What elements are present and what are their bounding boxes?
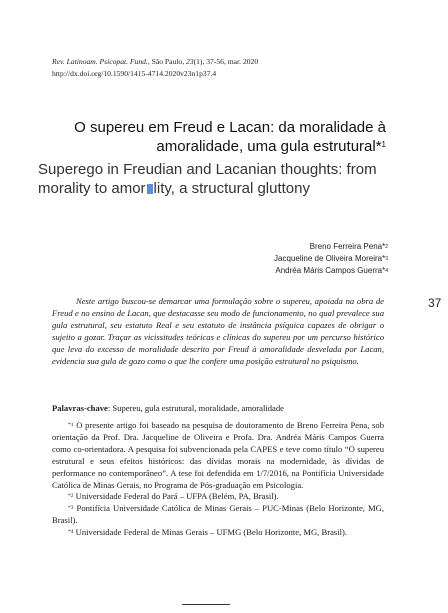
footnote-text: Universidade Federal de Minas Gerais – UFMG (Belo Horizonte, MG, Brasil). bbox=[73, 527, 348, 538]
citation-issue-pages: (1), 37-56, mar. 2020 bbox=[193, 57, 259, 66]
footnote-mark: *2 bbox=[68, 493, 74, 500]
title-en-before: Superego in Freudian and Lacanian thoughts: from morality to amor bbox=[38, 161, 377, 197]
footnote-text: Pontifícia Universidade Católica de Minas Gerais – PUC-Minas (Belo Horizonte, MG, Brasil). bbox=[52, 503, 384, 526]
author-line bbox=[274, 241, 388, 253]
citation-volume: 23 bbox=[186, 57, 194, 66]
author-mark: 4 bbox=[385, 268, 388, 274]
author-line bbox=[274, 253, 388, 265]
keywords bbox=[52, 402, 384, 414]
footnote-text: Universidade Federal do Pará – UFPA (Belém, PA, Brasil). bbox=[73, 491, 279, 502]
footnote bbox=[52, 491, 384, 503]
author-name: Breno Ferreira Pena* bbox=[309, 242, 386, 251]
title-en-after: lity, a structural gluttony bbox=[153, 180, 310, 197]
footnote-text: O presente artigo foi baseado na pesquisa de doutoramento de Breno Ferreira Pena, sob orientação da Prof. Dra. Jacqueline de Oliveira e Profa. Dra. Andréa Máris Campos Guerra como co-orientadora. A pesquisa foi subvencionada pela CAPES e teve como título “O supereu estrutural e seus efeitos históricos: das dívidas morais na modernidade, às dívidas de performance no contemporâneo”. A tese foi defendida em 1/7/2016, na Pontifícia Universidade Católica de Minas Gerais, no Programa de Pós-graduação em Psicologia. bbox=[52, 420, 384, 490]
title-pt-text: O supereu em Freud e Lacan: da moralidade à amoralidade, uma gula estrutural* bbox=[74, 119, 386, 155]
journal-name: Rev. Latinoam. Psicopat. Fund. bbox=[52, 57, 148, 66]
doi-link[interactable]: http://dx.doi.org/10.1590/1415-4714.2020v23n1p37.4 bbox=[52, 69, 217, 78]
text-cursor-highlight bbox=[147, 184, 153, 194]
footnote bbox=[52, 420, 384, 491]
citation-block bbox=[52, 56, 258, 80]
citation-line bbox=[52, 56, 258, 68]
abstract: Neste artigo buscou-se demarcar uma formulação sobre o supereu, apoiada na obra de Freud e no ensino de Lacan, que destacasse seu modo de funcionamento, no qual prevalece sua gula estrutural, seu estatuto Real e seu estatuto de instância psíquica capazes de obrigar o sujeito a gozar. Traçar as vicissitudes teóricas e clínicas do supereu por um percurso histórico que leva do excesso de moralidade descrito por Freud à amoralidade desvelada por Lacan, evidencia sua gula de gozo como o que lhe confere uma posição estrutural no psiquismo. bbox=[52, 296, 384, 366]
author-mark: 3 bbox=[385, 256, 388, 262]
footnote bbox=[52, 503, 384, 527]
footnote-mark: *4 bbox=[68, 529, 74, 536]
author-name: Jacqueline de Oliveira Moreira* bbox=[274, 254, 386, 263]
bottom-divider bbox=[182, 604, 230, 605]
author-name: Andréa Máris Campos Guerra* bbox=[275, 266, 386, 275]
author-mark: 2 bbox=[385, 244, 388, 250]
title-portuguese bbox=[38, 118, 386, 156]
author-line bbox=[274, 265, 388, 277]
keywords-text: : Supereu, gula estrutural, moralidade, amoralidade bbox=[107, 403, 284, 413]
keywords-label: Palavras-chave bbox=[52, 403, 108, 413]
footnote bbox=[52, 527, 384, 539]
citation-location: , São Paulo, bbox=[147, 57, 187, 66]
title-footnote-marker: 1 bbox=[381, 140, 386, 149]
footnote-mark: *3 bbox=[68, 505, 74, 512]
footnotes bbox=[52, 420, 384, 539]
footnote-mark: *1 bbox=[68, 422, 74, 428]
authors-block bbox=[274, 241, 388, 277]
title-english bbox=[38, 160, 398, 198]
page-number: 37 bbox=[428, 296, 442, 310]
